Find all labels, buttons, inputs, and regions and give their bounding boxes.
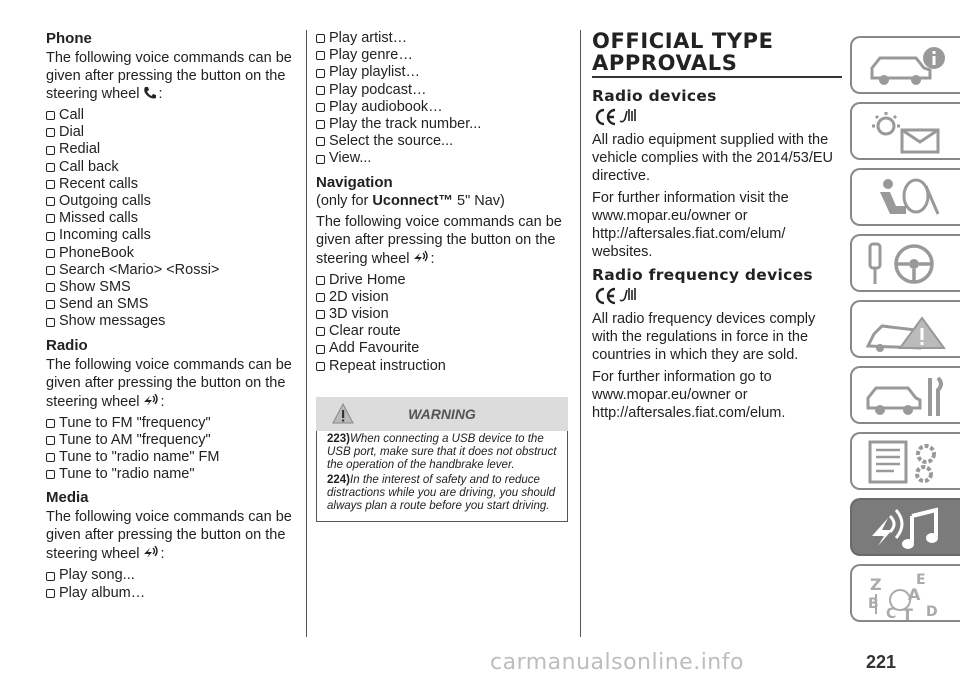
checkbox-bullet-icon [46,249,55,258]
phone-heading: Phone [46,30,92,47]
list-item: Redial [46,141,298,158]
checkbox-bullet-icon [316,69,325,78]
checkbox-bullet-icon [46,300,55,309]
column-2 [316,30,568,522]
svg-text:C: C [886,606,897,622]
official-approvals-title: OFFICIAL TYPE APPROVALS [592,29,774,75]
checkbox-bullet-icon [46,128,55,137]
emergency-icon [866,308,950,352]
checkbox-bullet-icon [316,362,325,371]
car-info-icon [866,44,950,88]
list-item: Outgoing calls [46,193,298,210]
ce-mark-icon [594,286,640,306]
tab-specs[interactable] [850,432,960,490]
svg-text:Z: Z [870,575,882,594]
list-item: Play album… [46,585,298,602]
checkbox-bullet-icon [46,232,55,241]
checkbox-bullet-icon [46,197,55,206]
list-item: 2D vision [316,289,568,306]
phone-icon [142,85,158,101]
checkbox-bullet-icon [46,266,55,275]
list-item: Send an SMS [46,296,298,313]
tab-airbag-seat[interactable] [850,168,960,226]
svg-text:D: D [926,604,938,620]
media-intro: The following voice commands can be given after pressing the button on the steering wheel : [46,509,292,563]
warning-note-224: 224)In the interest of safety and to reduce distractions while you are driving, you should always plan a route before you start driving. [327,473,556,512]
checkbox-bullet-icon [46,111,55,120]
list-item: Tune to "radio name" [46,466,298,483]
svg-text:T: T [902,605,913,622]
airbag-seat-icon [866,176,950,220]
specs-gears-icon [866,440,950,484]
list-item: Show SMS [46,279,298,296]
radio-devices-p1: All radio equipment supplied with the vehicle complies with the 2014/53/EU directive. [592,132,833,184]
list-item: Call back [46,159,298,176]
checkbox-bullet-icon [46,589,55,598]
warning-lights-icon [866,110,950,154]
media-command-list-2 [316,30,568,168]
media-command-list-1 [46,567,298,601]
list-item: Play song... [46,567,298,584]
title-rule [592,76,842,78]
watermark: carmanualsonline.info [490,650,744,675]
checkbox-bullet-icon [316,345,325,354]
list-item: Play artist… [316,30,568,47]
warning-label: WARNING [408,405,476,422]
list-item: Clear route [316,323,568,340]
radio-command-list [46,415,298,484]
list-item: Missed calls [46,210,298,227]
list-item: 3D vision [316,306,568,323]
warning-note-223: 223)When connecting a USB device to the USB port, make sure that it does not obstruct the operation of the handbrake lever. [327,432,557,471]
radio-devices-p2: For further information visit the www.mopar.eu/owner or http://aftersales.fiat.com/elum/ websites. [592,190,789,260]
list-item: Play the track number... [316,116,568,133]
svg-text:E: E [916,572,926,588]
list-item: Tune to FM "frequency" [46,415,298,432]
car-maintenance-icon [866,374,950,418]
radio-frequency-p1: All radio frequency devices comply with the regulations in force in the countries in which they are sold. [592,311,816,363]
tab-car-info[interactable] [850,36,960,94]
checkbox-bullet-icon [316,103,325,112]
list-item: View... [316,150,568,167]
checkbox-bullet-icon [316,51,325,60]
checkbox-bullet-icon [316,86,325,95]
list-item: Select the source... [316,133,568,150]
list-item: Add Favourite [316,340,568,357]
svg-text:A: A [908,585,921,604]
checkbox-bullet-icon [46,146,55,155]
index-icon [866,572,950,622]
checkbox-bullet-icon [316,155,325,164]
checkbox-bullet-icon [316,137,325,146]
tab-warning-lights[interactable] [850,102,960,160]
list-item: Show messages [46,313,298,330]
warning-notes [316,431,568,522]
checkbox-bullet-icon [316,34,325,43]
list-item: Call [46,107,298,124]
list-item: Drive Home [316,272,568,289]
radio-intro: The following voice commands can be given after pressing the button on the steering wheel : [46,356,292,410]
page-number: 221 [866,652,897,672]
checkbox-bullet-icon [46,180,55,189]
list-item: Recent calls [46,176,298,193]
multimedia-icon [866,506,950,554]
column-divider-1 [306,30,307,637]
list-item: Play genre… [316,47,568,64]
checkbox-bullet-icon [46,572,55,581]
navigation-command-list [316,272,568,375]
phone-command-list [46,107,298,331]
radio-heading: Radio [46,336,88,354]
column-divider-2 [580,30,581,637]
list-item: Play playlist… [316,64,568,81]
tab-emergency[interactable] [850,300,960,358]
checkbox-bullet-icon [316,276,325,285]
list-item: Incoming calls [46,227,298,244]
list-item: Play podcast… [316,82,568,99]
radio-devices-heading: Radio devices [592,87,717,105]
svg-text:B: B [868,596,879,612]
tab-car-maintenance[interactable] [850,366,960,424]
radio-frequency-heading: Radio frequency devices [592,266,813,284]
checkbox-bullet-icon [316,120,325,129]
list-item: Play audiobook… [316,99,568,116]
checkbox-bullet-icon [316,310,325,319]
tab-multimedia[interactable] [850,498,960,556]
list-item: Repeat instruction [316,358,568,375]
checkbox-bullet-icon [316,293,325,302]
checkbox-bullet-icon [46,163,55,172]
checkbox-bullet-icon [46,419,55,428]
column-3 [592,30,842,426]
tab-steering-key[interactable] [850,234,960,292]
checkbox-bullet-icon [316,327,325,336]
list-item: Tune to AM "frequency" [46,432,298,449]
checkbox-bullet-icon [46,470,55,479]
list-item: Tune to "radio name" FM [46,449,298,466]
navigation-intro: The following voice commands can be given after pressing the button on the steering wheel : [316,213,562,267]
steering-key-icon [866,242,950,286]
phone-intro: The following voice commands can be given after pressing the button on the steering wheel : [46,50,292,102]
list-item: Dial [46,124,298,141]
list-item: PhoneBook [46,245,298,262]
tab-index[interactable] [850,564,960,622]
radio-frequency-p2: For further information go to www.mopar.eu/owner or http://aftersales.fiat.com/elum. [592,369,786,421]
checkbox-bullet-icon [46,436,55,445]
checkbox-bullet-icon [46,453,55,462]
navigation-subtitle: (only for Uconnect™ 5" Nav) [316,192,505,209]
voice-command-icon [142,544,160,562]
checkbox-bullet-icon [46,318,55,327]
list-item: Search <Mario> <Rossi> [46,262,298,279]
column-1 [46,30,298,608]
warning-header [316,397,568,431]
voice-command-icon [142,392,160,410]
voice-command-icon [412,249,430,267]
checkbox-bullet-icon [46,214,55,223]
ce-mark-icon [594,107,640,127]
navigation-heading: Navigation [316,173,393,191]
checkbox-bullet-icon [46,283,55,292]
media-heading: Media [46,489,89,507]
